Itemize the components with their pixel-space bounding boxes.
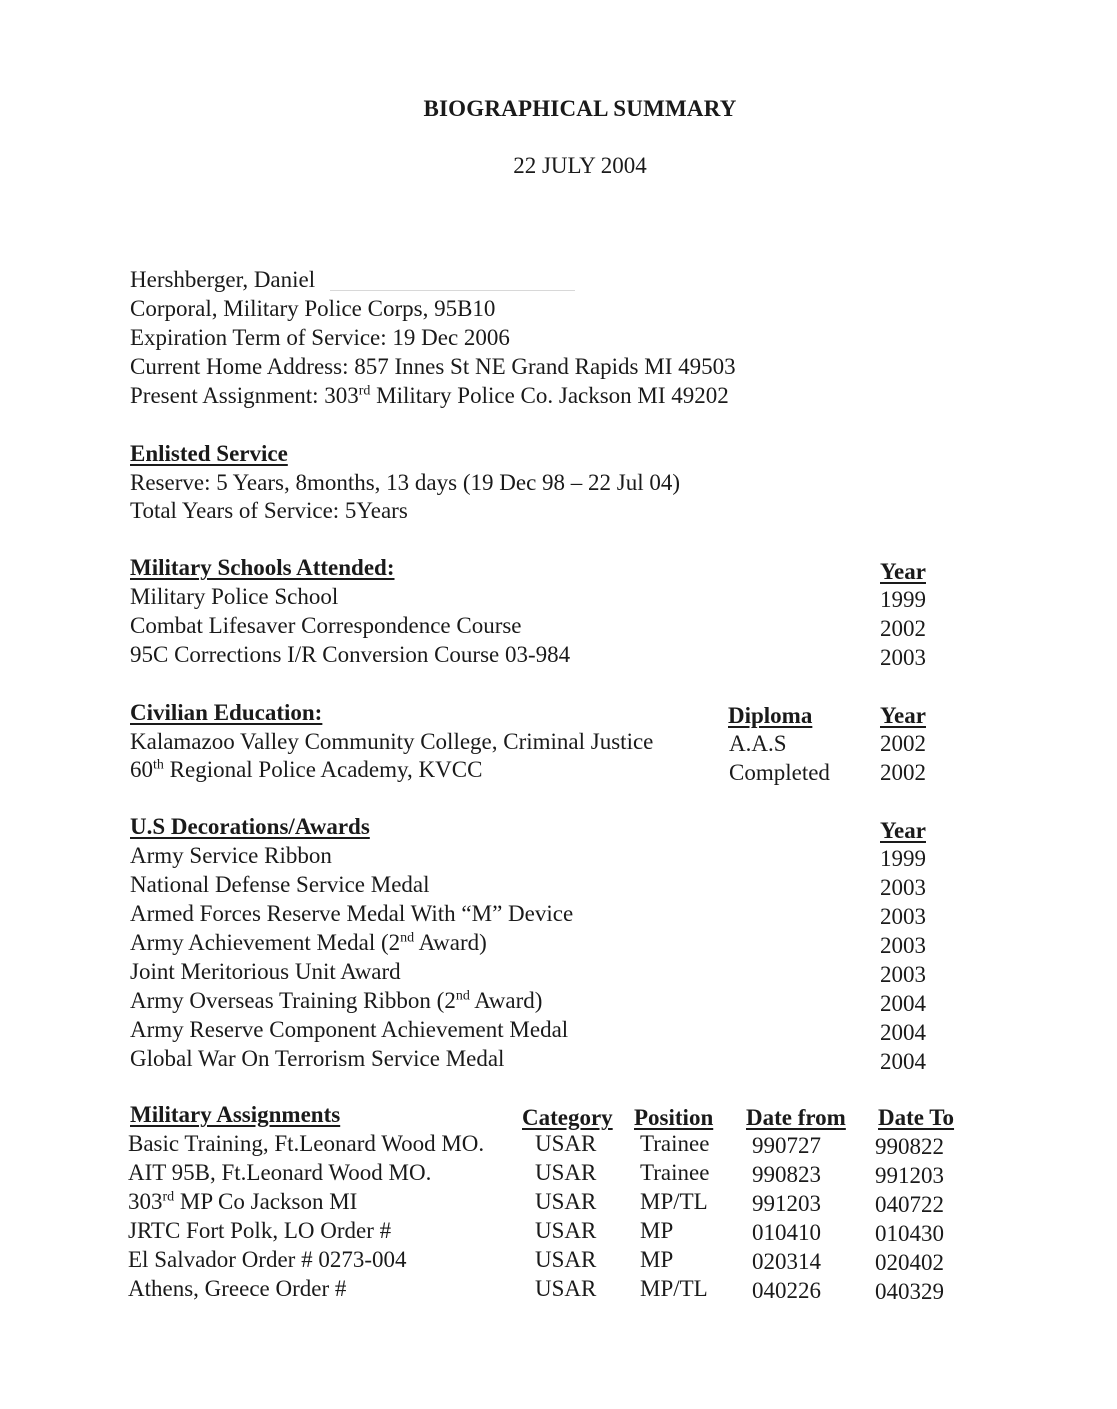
address-line: Current Home Address: 857 Innes St NE Grand Rapids MI 49503: [130, 354, 736, 379]
education-row: Kalamazoo Valley Community College, Criminal Justice: [130, 729, 654, 754]
award-year: 2004: [880, 1049, 926, 1074]
assignment-category: USAR: [535, 1160, 597, 1185]
award-name: [130, 1016, 568, 1044]
decorations-heading: U.S Decorations/Awards: [130, 814, 370, 839]
school-name: 95C Corrections I/R Conversion Course 03-984: [130, 642, 571, 667]
assignment-prefix: Present Assignment: 303: [130, 383, 359, 408]
assignment-location-prefix: Athens, Greece Order #: [128, 1276, 347, 1301]
award-name-prefix: Global War On Terrorism Service Medal: [130, 1046, 505, 1071]
reserve-line: Reserve: 5 Years, 8months, 13 days (19 Dec 98 – 22 Jul 04): [130, 470, 681, 495]
assignment-location-prefix: AIT 95B, Ft.Leonard Wood MO.: [128, 1160, 432, 1185]
assignment-date-from: 010410: [752, 1220, 821, 1245]
assignment-position: MP: [640, 1247, 674, 1272]
name-line: Hershberger, Daniel: [130, 267, 316, 292]
document-date: 22 JULY 2004: [513, 153, 647, 178]
education-row: [130, 756, 482, 784]
school-year: 2002: [880, 616, 926, 641]
education-name-sup: th: [153, 757, 164, 773]
award-year: 2004: [880, 1020, 926, 1045]
award-name-sup: nd: [455, 988, 470, 1004]
schools-year-header: Year: [880, 559, 926, 584]
assignment-location: [128, 1159, 431, 1187]
assignment-location-prefix: El Salvador Order # 0273-004: [128, 1247, 407, 1272]
category-header: Category: [522, 1105, 613, 1130]
position-header: Position: [634, 1105, 714, 1130]
education-diploma: Completed: [729, 760, 830, 785]
award-name-suffix: Award): [414, 930, 487, 955]
diploma-header: Diploma: [728, 703, 813, 728]
education-name-suffix: Regional Police Academy, KVCC: [163, 757, 483, 782]
education-name-prefix: 60: [130, 757, 153, 782]
assignment-location-suffix: MP Co Jackson MI: [174, 1189, 358, 1214]
assignment-date-from: 020314: [752, 1249, 821, 1274]
assignment-date-from: 990823: [752, 1162, 821, 1187]
education-diploma: A.A.S: [729, 731, 787, 756]
page-title: BIOGRAPHICAL SUMMARY: [423, 96, 737, 121]
assignment-location: [128, 1188, 357, 1216]
total-service-line: Total Years of Service: 5Years: [130, 498, 408, 523]
award-name: [130, 987, 542, 1015]
assignment-location: [128, 1275, 346, 1303]
award-name-prefix: National Defense Service Medal: [130, 872, 430, 897]
name-underline: [330, 290, 575, 291]
assignment-date-to: 991203: [875, 1163, 944, 1188]
award-name: [130, 1045, 504, 1073]
education-year: 2002: [880, 731, 926, 756]
assignment-location: [128, 1130, 484, 1158]
assignment-location: [128, 1217, 391, 1245]
award-name-suffix: Award): [469, 988, 543, 1013]
school-year: 2003: [880, 645, 926, 670]
civilian-education-heading: Civilian Education:: [130, 700, 323, 725]
ets-line: Expiration Term of Service: 19 Dec 2006: [130, 325, 510, 350]
award-name: [130, 842, 332, 870]
assignment-line: [130, 382, 729, 410]
award-name: [130, 958, 401, 986]
award-name-prefix: Army Reserve Component Achievement Medal: [130, 1017, 569, 1042]
assignments-heading: Military Assignments: [130, 1102, 341, 1127]
award-name: [130, 900, 573, 928]
award-year: 2003: [880, 933, 926, 958]
assignment-location-prefix: 303: [128, 1189, 163, 1214]
assignment-category: USAR: [535, 1218, 597, 1243]
assignment-date-to: 990822: [875, 1134, 944, 1159]
assignment-suffix: Military Police Co. Jackson MI 49202: [370, 383, 729, 408]
enlisted-service-heading: Enlisted Service: [130, 441, 288, 466]
assignment-sup: rd: [358, 383, 371, 399]
assignment-location-sup: rd: [162, 1189, 175, 1205]
assignment-date-from: 040226: [752, 1278, 821, 1303]
award-name-prefix: Army Achievement Medal (2: [130, 930, 401, 955]
assignment-date-to: 010430: [875, 1221, 944, 1246]
assignment-position: Trainee: [640, 1160, 710, 1185]
assignment-date-to: 040329: [875, 1279, 944, 1304]
assignment-category: USAR: [535, 1276, 597, 1301]
assignment-category: USAR: [535, 1247, 597, 1272]
assignment-location: [128, 1246, 407, 1274]
military-schools-heading: Military Schools Attended:: [130, 555, 395, 580]
award-name-prefix: Army Service Ribbon: [130, 843, 332, 868]
assignment-category: USAR: [535, 1131, 597, 1156]
assignment-date-from: 990727: [752, 1133, 821, 1158]
school-name: Military Police School: [130, 584, 339, 609]
rank-line: Corporal, Military Police Corps, 95B10: [130, 296, 496, 321]
education-year-header: Year: [880, 703, 926, 728]
award-name-prefix: Army Overseas Training Ribbon (2: [130, 988, 456, 1013]
assignment-date-from: 991203: [752, 1191, 821, 1216]
award-year: 2004: [880, 991, 926, 1016]
award-year: 2003: [880, 904, 926, 929]
award-name-prefix: Joint Meritorious Unit Award: [130, 959, 401, 984]
assignment-category: USAR: [535, 1189, 597, 1214]
award-year: 2003: [880, 875, 926, 900]
awards-year-header: Year: [880, 818, 926, 843]
school-year: 1999: [880, 587, 926, 612]
assignment-position: MP/TL: [640, 1189, 708, 1214]
award-year: 2003: [880, 962, 926, 987]
education-year: 2002: [880, 760, 926, 785]
award-name: [130, 871, 430, 899]
assignment-date-to: 020402: [875, 1250, 944, 1275]
assignment-location-prefix: Basic Training, Ft.Leonard Wood MO.: [128, 1131, 485, 1156]
assignment-position: Trainee: [640, 1131, 710, 1156]
award-name: [130, 929, 487, 957]
award-name-sup: nd: [400, 930, 415, 946]
assignment-location-prefix: JRTC Fort Polk, LO Order #: [128, 1218, 392, 1243]
assignment-position: MP: [640, 1218, 674, 1243]
school-name: Combat Lifesaver Correspondence Course: [130, 613, 522, 638]
assignment-position: MP/TL: [640, 1276, 708, 1301]
date-to-header: Date To: [878, 1105, 955, 1130]
date-from-header: Date from: [746, 1105, 846, 1130]
award-name-prefix: Armed Forces Reserve Medal With “M” Device: [130, 901, 574, 926]
assignment-date-to: 040722: [875, 1192, 944, 1217]
award-year: 1999: [880, 846, 926, 871]
